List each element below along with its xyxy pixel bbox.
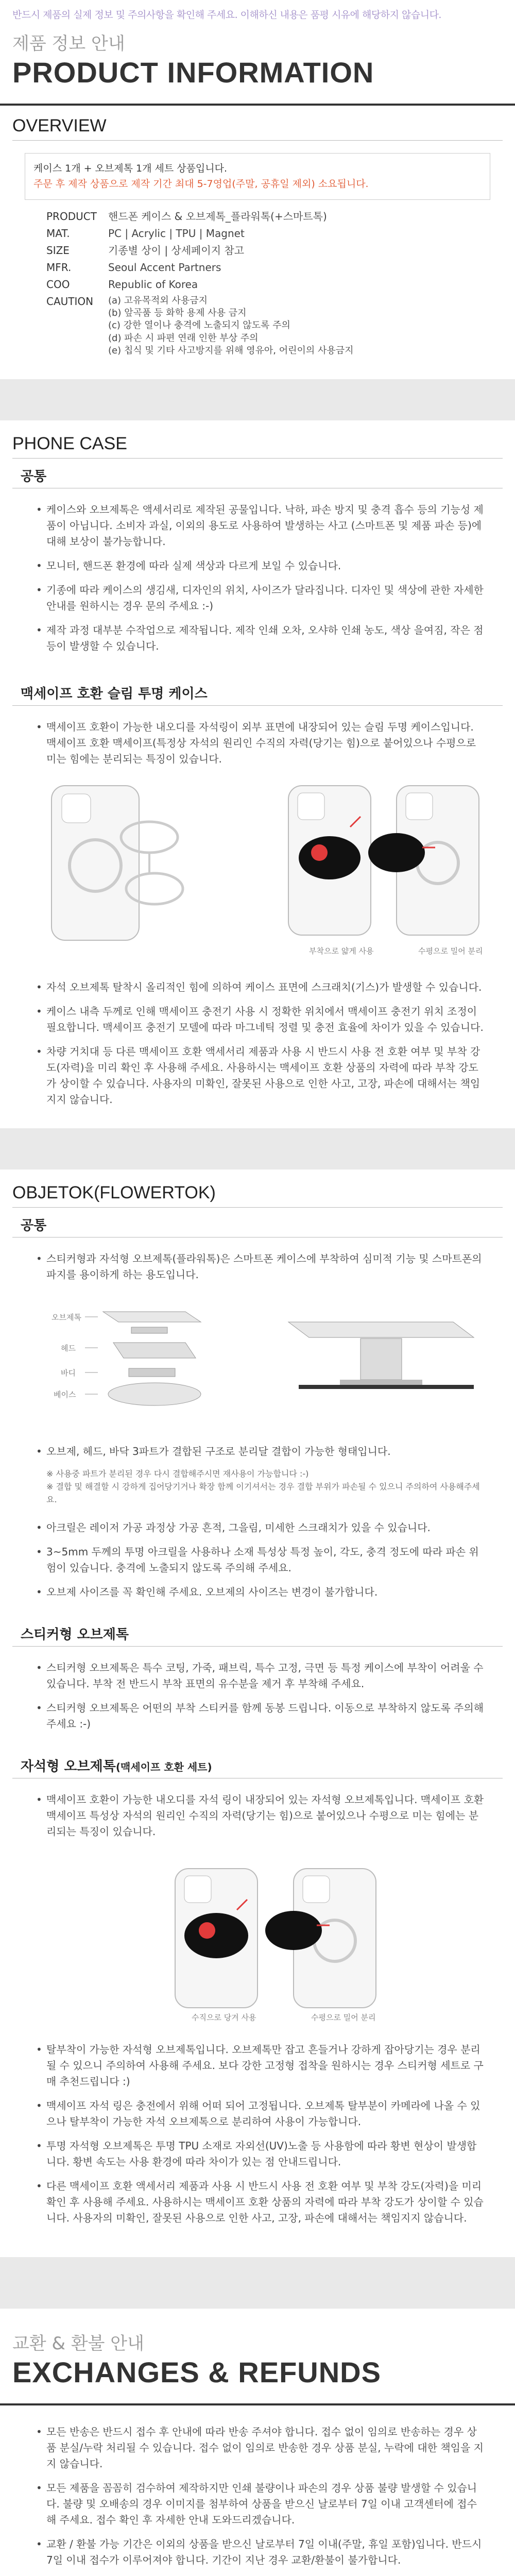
magnet-objetok-figure [0,1848,515,2023]
top-notice: 반드시 제품의 실제 정보 및 주의사항을 확인해 주세요. 이해하신 내용은 품평 시유에 해당하지 않습니다. [12,9,441,21]
notice-line-2: 주문 후 제작 상품으로 제작 기간 최대 5-7영업(주말, 공휴일 제외) 소요됩니다. [33,178,369,190]
case-illustration [0,775,515,961]
objetok-bullets-3 [0,1506,515,1600]
spec-key: CAUTION [46,295,94,308]
list-item: • 차량 거치대 등 다른 맥세이프 호환 액세서리 제품과 사용 시 반드시 사용 전 호환 여부 및 부착 강도(자력)을 미리 확인 후 사용해 주세요. 사용하시는 맥세이프 호환 상품의 자력에 따라 부착 강도가 상이할 수 있습니다. 사용자의 미확인, 잘못된 사용으로 인한 사고, 고장, 파손에 대해서는 책임지지 않습니다. [46,1044,484,1108]
label-body: 바디 [61,1368,76,1378]
list-item: • 오브제, 헤드, 바닥 3파트가 결합된 구조로 분리달 결합이 가능한 형태입니다. [46,1444,484,1460]
list-item: • 스티커형과 자석형 오브제톡(플라워톡)은 스마트폰 케이스에 부착하여 심미적 기능 및 스마트폰의 파지를 용이하게 하는 용도입니다. [46,1251,484,1283]
spec-key: SIZE [46,244,70,257]
notice-line-1: 케이스 1개 + 오브제톡 1개 세트 상품입니다. [33,163,228,174]
list-item: • 스티커형 오브제톡은 어떤의 부착 스티커를 함께 동봉 드립니다. 이동으로 부착하지 않도록 주의해 주세요 :-) [46,1700,484,1732]
list-item: • 모든 반송은 반드시 접수 후 안내에 따라 반송 주셔야 합니다. 접수 없이 임의로 반송하는 경우 상품 분실/누락 처리될 수 있습니다. 접수 없이 임의로 반송한 경우 상품 분실, 누락에 대한 책임을 지지 않습니다. [46,2424,484,2472]
spec-value: Republic of Korea [108,278,198,291]
label-base: 베이스 [54,1390,76,1400]
magnet-title [0,1740,515,1778]
objetok-bullets-1 [0,1238,515,1283]
label-objet: 오브제톡 [52,1313,81,1323]
sticker-bullets [0,1647,515,1732]
label-head: 헤드 [61,1344,76,1353]
list-item: • 제작 과정 대부분 수작업으로 제작됩니다. 제작 인쇄 오차, 오샤하 인쇄 농도, 색상 을여짐, 작은 점 등이 발생할 수 있습니다. [46,622,484,654]
list-item: • 다른 맥세이프 호환 액세서리 제품과 사용 시 반드시 사용 전 호환 여부 및 부착 강도(자력)을 미리 확인 후 사용해 주세요. 사용하시는 맥세이프 호환 상품의 자력에 따라 부착 강도가 상이할 수 있습니다. 사용자의 미확인, 잘못된 사용으로 인한 사고, 고장, 파손에 대해서는 책임지지 않습니다. [46,2178,484,2226]
list-item: • 3~5mm 두께의 투명 아크릴을 사용하나 소재 특성상 특정 높이, 각도, 충격 정도에 따라 파손 위험이 있습니다. 충격에 노출되지 않도록 주의해 주세요. [46,1544,484,1576]
list-item: • 아크릴은 레이저 가공 과정상 가공 흔적, 그을림, 미세한 스크래치가 있을 수 있습니다. [46,1520,484,1536]
list-item: • 탈부착이 가능한 자석형 오브제톡입니다. 오브제톡만 잡고 흔들거나 강하게 잡아당기는 경우 분리될 수 있으니 주의하여 사용해 주세요. 보다 강한 고정형 접착을 원하시는 경우 스티커형 세트로 구매 추천드립니다 :) [46,2042,484,2090]
list-item: • 오브제 사이즈를 꼭 확인해 주세요. 오브제의 사이즈는 변경이 불가합니다. [46,1584,484,1600]
list-item: • 모든 제품을 꼼꼼히 검수하여 제작하지만 인쇄 불량이나 파손의 경우 상품 불량 발생할 수 있습니다. 불량 및 오배송의 경우 이미지를 첨부하여 상품을 받으신 날로부터 7일 이내 고객센터에 접수해 주세요. 접수 확인 후 자세한 안내 도와드리겠습니다. [46,2480,484,2528]
spec-value: 기종별 상이 | 상세페이지 참고 [108,244,245,257]
list-item: • 맥세이프 자석 링은 충전에서 위해 어떠 되어 고정됩니다. 오브제톡 탈부분이 카메라에 나올 수 있으나 탈부착이 가능한 자석 오브제톡으로 분리하여 사용이 가능합니다. [46,2098,484,2130]
objetok-illustration [0,1291,515,1425]
spec-value: Seoul Accent Partners [108,261,221,274]
list-item: • 교환 / 환불 가능 기간은 이외의 상품을 받으신 날로부터 7일 이내(주말, 휴일 포함)입니다. 반드시 7일 이내 접수가 이루어져야 합니다. 기간이 지난 경우 교환/환불이 불가합니다. [46,2536,484,2568]
magnet-bullets-2 [0,2028,515,2226]
objetok-bullets-2 [0,1430,515,1460]
section-band [0,1128,515,1170]
list-item: • 스티커형 오브제톡은 특수 코팅, 가죽, 패브릭, 특수 고정, 극면 등 특정 케이스에 부착이 어려울 수 있습니다. 부착 전 반드시 부착 표면의 유수분을 제거 후 부착해 주세요. [46,1660,484,1692]
objetok-common-title: 공통 [21,1218,47,1234]
exchange-title: EXCHANGES & REFUNDS [12,2355,381,2388]
spec-row [41,276,359,293]
magsafe-bullets [0,706,515,767]
caption-horizontal: 수평으로 밀어 분리 [311,2012,376,2022]
list-item: • 모니터, 핸드폰 환경에 따라 실제 색상과 다르게 보일 수 있습니다. [46,558,484,574]
phone-case-title: PHONE CASE [12,434,127,454]
magnet-bullets [0,1778,515,1840]
spec-key: MAT. [46,227,70,240]
spec-row [41,208,359,225]
objetok-note-1: ※ 사용중 파트가 분리된 경우 다시 결합해주시면 재사용이 가능합니다 :-) [46,1469,309,1479]
magnet-title-main: 자석형 오브제톡 [21,1758,116,1774]
section-band [0,379,515,420]
objetok-note-2: ※ 결합 및 해결할 시 강하게 집어당기거나 확장 함께 이기셔서는 경우 결합 부위가 파손될 수 있으니 주의하여 사용해주세요. [46,1482,480,1504]
caption-vertical: 부착으로 얇게 사용 [309,946,374,956]
phone-case-bullets-2 [0,966,515,1108]
spec-row [41,225,359,242]
spec-key: PRODUCT [46,210,97,223]
section-band [0,2257,515,2309]
overview-title: OVERVIEW [12,116,107,135]
spec-table [41,208,359,359]
spec-value: (a) 고유목적외 사용금지 (b) 앞곡품 등 화학 용제 사용 금지 (c) 강한 열이나 충격에 노출되지 않도록 주의 (d) 파손 시 파편 연래 인한 부상 주의 (e) 칩식 및 기타 사고방지를 위해 영유아, 어린이의 사용금지 [108,295,354,356]
caption-vertical: 수직으로 당겨 사용 [192,2012,256,2022]
objetok-title: OBJETOK(FLOWERTOK) [12,1183,216,1203]
phone-case-common-title: 공통 [21,469,47,485]
spec-value: 핸드폰 케이스 & 오브제톡_플라워톡(+스마트톡) [108,210,327,223]
magsafe-case-figure [0,775,515,961]
list-item: • 기종에 따라 케이스의 생김새, 디자인의 위치, 사이즈가 달라집니다. 디자인 및 색상에 관한 자세한 안내를 원하시는 경우 문의 주세요 :-) [46,582,484,614]
spec-key: MFR. [46,261,72,274]
list-item: • 맥세이프 호환이 가능한 내오디를 자석 링이 내장되어 있는 자석형 오브제톡입니다. 맥세이프 호환 맥세이프 특성상 자석의 원리인 수직의 자력(당기는 힘)으로 붙어있으나 수평으로 미는 힘에는 분리되는 특징이 있습니다. [46,1792,484,1840]
list-item: • 자석 오브제톡 탈착시 올리적인 힘에 의하여 케이스 표면에 스크래치(기스)가 발생할 수 있습니다. [46,979,484,995]
sticker-title: 스티커형 오브제톡 [21,1626,129,1642]
page-title: PRODUCT INFORMATION [12,56,374,89]
exchange-kr-title: 교환 & 환불 안내 [12,2333,144,2354]
list-item: • 투명 자석형 오브제톡은 투명 TPU 소재로 자외선(UV)노출 등 사용함에 따라 황변 현상이 발생합니다. 황변 속도는 사용 환경에 따라 차이가 있는 점 안내드립니다. [46,2138,484,2170]
spec-row [41,259,359,276]
magnet-illustration [0,1848,515,2023]
exchange-bullets [0,2405,515,2576]
phone-case-bullets [0,488,515,654]
spec-row [41,293,359,359]
spec-value: PC | Acrylic | TPU | Magnet [108,227,245,240]
objetok-structure-figure [0,1291,515,1425]
list-item: • 케이스와 오브제톡은 액세서리로 제작된 공물입니다. 낙하, 파손 방지 및 충격 흡수 등의 기능성 제품이 아닙니다. 소비자 과실, 이외의 용도로 사용하여 발생하는 사고 (스마트폰 및 제품 파손 등)에 대해 보상이 불가능합니다. [46,502,484,550]
magsafe-title: 맥세이프 호환 슬림 투명 케이스 [21,686,208,702]
overview-divider [12,140,503,141]
overview-notice-box [25,153,490,200]
magnet-title-sub: (맥세이프 호환 세트) [115,1760,212,1773]
caption-horizontal: 수평으로 밀어 분리 [418,946,483,956]
list-item: • 맥세이프 호환이 가능한 내오디를 자석링이 외부 표면에 내장되어 있는 슬림 두명 케이스입니다. 맥세이프 호환 맥세이프(특정상 자석의 원리인 수직의 자력(당기는 힘)으로 붙어있으나 수평으로 미는 힘에는 분리되는 특징이 있습니다. [46,719,484,767]
spec-key: COO [46,278,70,291]
list-item: • 케이스 내측 두께로 인해 맥세이프 충전기 사용 시 정확한 위치에서 맥세이프 충전기 위치 조정이 필요합니다. 맥세이프 충전기 모델에 따라 마그네틱 정렬 및 충전 효율에 차이가 있을 수 있습니다. [46,1004,484,1036]
spec-row [41,242,359,259]
kr-title: 제품 정보 안내 [12,33,125,54]
